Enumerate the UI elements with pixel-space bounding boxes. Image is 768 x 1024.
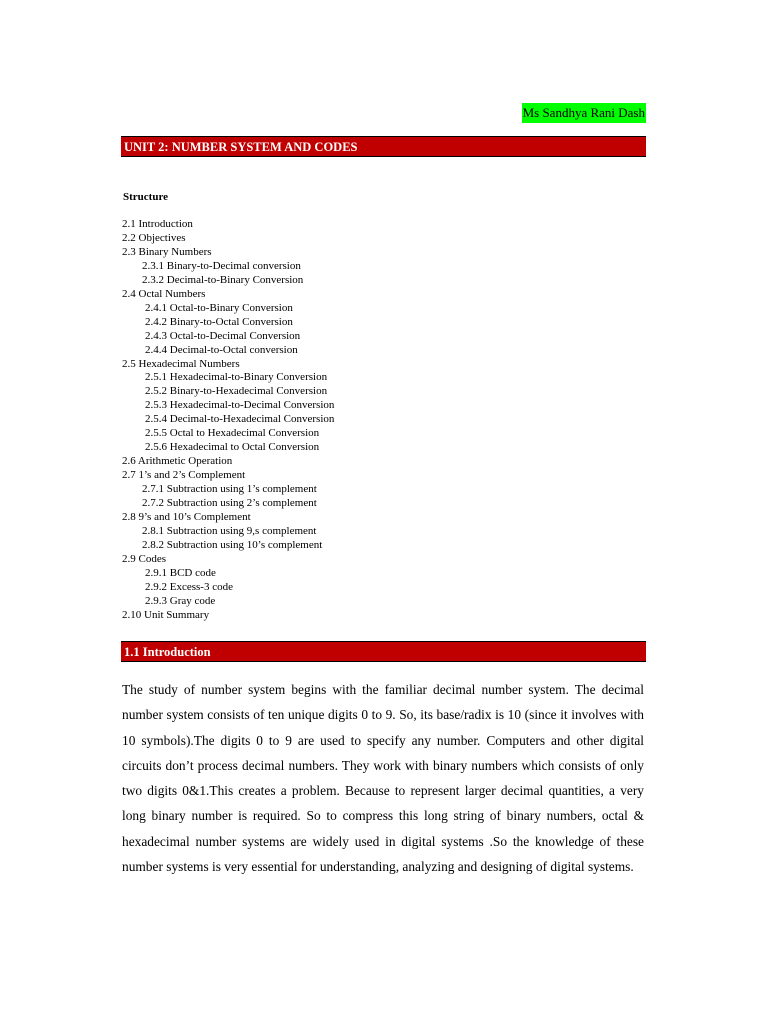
- toc-subentry: 2.5.1 Hexadecimal-to-Binary Conversion: [145, 371, 328, 384]
- section-title-banner: 1.1 Introduction: [121, 641, 646, 662]
- toc-entry: 2.4 Octal Numbers: [122, 287, 206, 300]
- author-name: Ms Sandhya Rani Dash: [522, 103, 646, 123]
- toc-subentry: 2.4.3 Octal-to-Decimal Conversion: [145, 329, 301, 342]
- toc-entry: 2.2 Objectives: [122, 231, 186, 244]
- toc-entry: 2.7 1’s and 2’s Complement: [122, 469, 246, 482]
- intro-paragraph: The study of number system begins with the familiar decimal number system. The decimal number system consists of ten unique digits 0 to 9. So, its base/radix is 10 (since it involves with 10 symbols).The digits 0 to 9 are used to specify any number. Computers and other digital circuits don’t process decimal numbers. They work with binary numbers which consists of only two digits 0&1.This creates a problem. Because to represent larger decimal quantities, a very long binary number is required. So to compress this long string of binary numbers, octal & hexadecimal number systems are widely used in digital systems .So the knowledge of these number systems is very essential for understanding, analyzing and designing of digital systems.: [122, 682, 644, 875]
- toc-entry: 2.9 Codes: [122, 552, 166, 565]
- toc-subentry: 2.9.2 Excess-3 code: [145, 580, 233, 593]
- toc-entry: 2.8 9’s and 10’s Complement: [122, 511, 251, 524]
- toc-subentry: 2.8.2 Subtraction using 10’s complement: [142, 538, 323, 551]
- toc-subentry: 2.4.4 Decimal-to-Octal conversion: [145, 343, 298, 356]
- toc-subentry: 2.5.4 Decimal-to-Hexadecimal Conversion: [145, 413, 335, 426]
- toc-subentry: 2.9.1 BCD code: [145, 566, 216, 579]
- toc-subentry: 2.5.6 Hexadecimal to Octal Conversion: [145, 441, 320, 454]
- toc-subentry: 2.9.3 Gray code: [145, 594, 216, 607]
- toc-entry: 2.3 Binary Numbers: [122, 245, 212, 258]
- toc-subentry: 2.7.1 Subtraction using 1’s complement: [142, 483, 317, 496]
- unit-title-banner: UNIT 2: NUMBER SYSTEM AND CODES: [121, 136, 646, 157]
- toc-subentry: 2.3.2 Decimal-to-Binary Conversion: [142, 273, 304, 286]
- structure-heading: Structure: [123, 191, 169, 203]
- toc-subentry: 2.3.1 Binary-to-Decimal conversion: [142, 259, 301, 272]
- table-of-contents: [122, 218, 334, 623]
- toc-subentry: 2.5.3 Hexadecimal-to-Decimal Conversion: [145, 399, 335, 412]
- toc-entry: 2.10 Unit Summary: [122, 608, 210, 621]
- toc-subentry: 2.5.5 Octal to Hexadecimal Conversion: [145, 427, 320, 440]
- toc-subentry: 2.4.1 Octal-to-Binary Conversion: [145, 301, 293, 314]
- toc-subentry: 2.8.1 Subtraction using 9,s complement: [142, 524, 317, 537]
- toc-entry: 2.1 Introduction: [122, 218, 193, 230]
- toc-subentry: 2.7.2 Subtraction using 2’s complement: [142, 497, 317, 510]
- toc-entry: 2.5 Hexadecimal Numbers: [122, 357, 240, 370]
- toc-subentry: 2.5.2 Binary-to-Hexadecimal Conversion: [145, 385, 328, 398]
- toc-entry: 2.6 Arithmetic Operation: [122, 455, 233, 468]
- toc-subentry: 2.4.2 Binary-to-Octal Conversion: [145, 315, 293, 328]
